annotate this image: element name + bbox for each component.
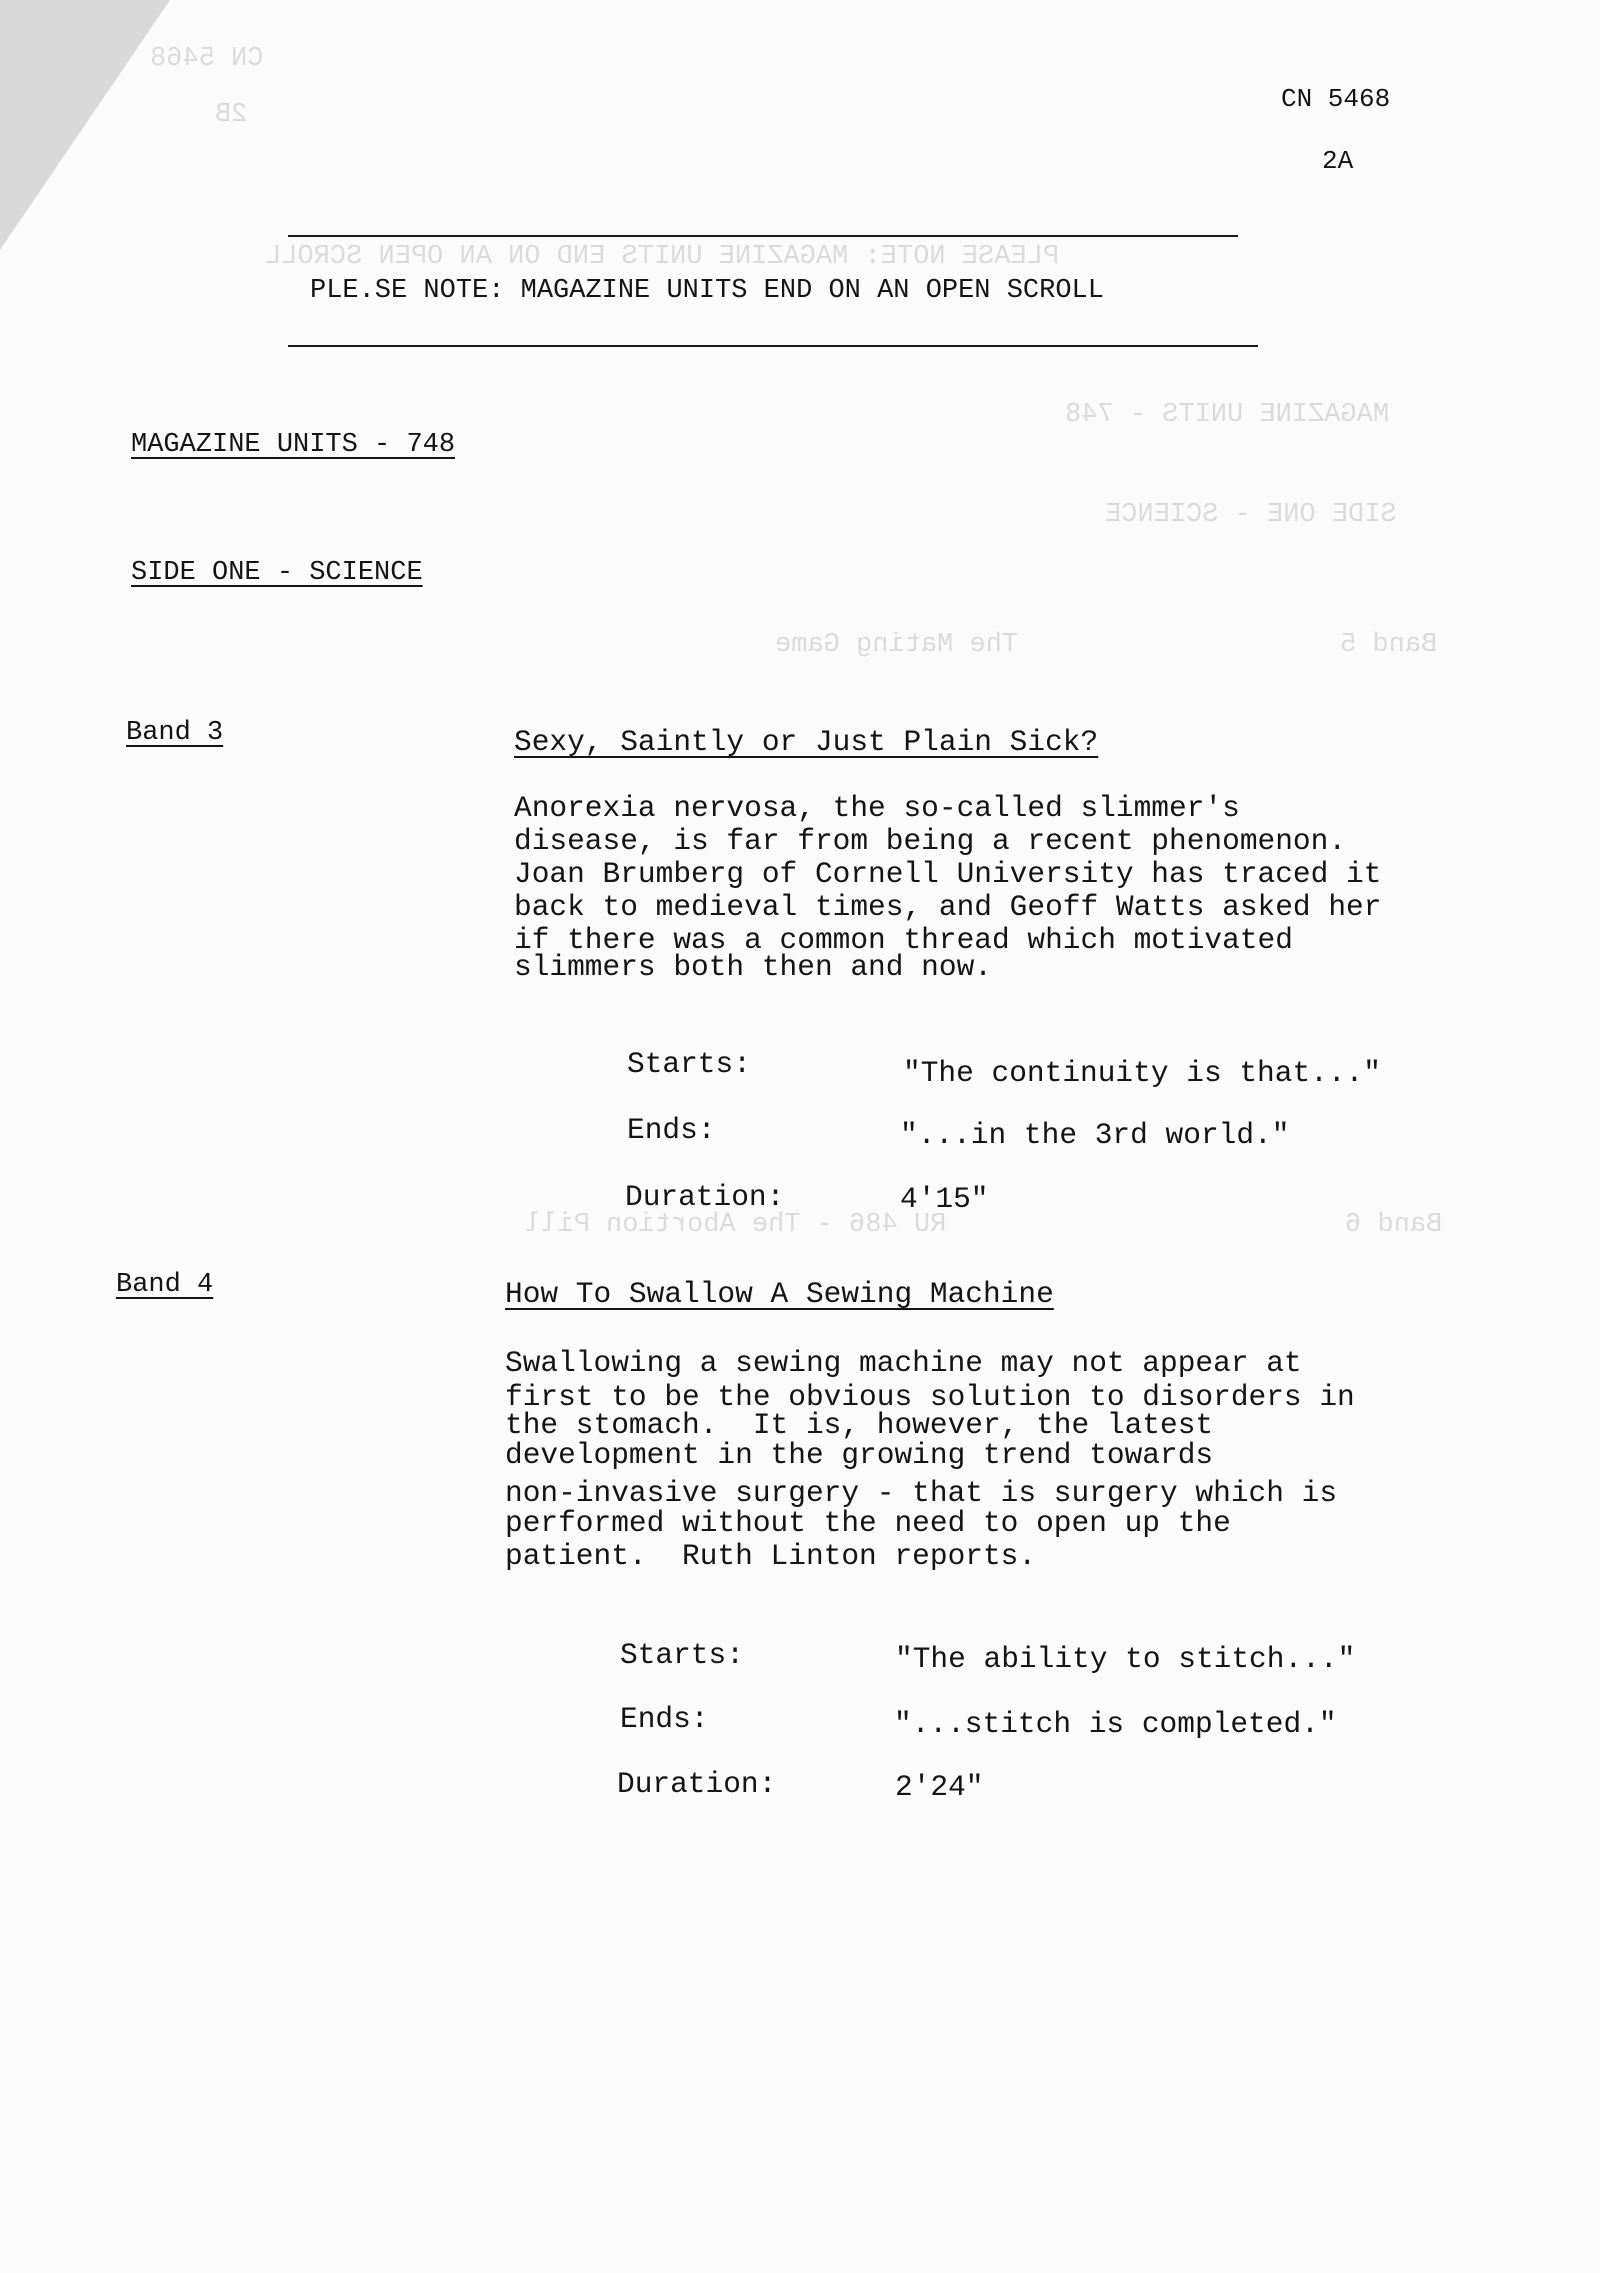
band-4-ends-label: Ends: bbox=[620, 1702, 709, 1736]
side-title: SIDE ONE - SCIENCE bbox=[131, 558, 423, 588]
band-3-duration-label: Duration: bbox=[625, 1180, 785, 1214]
band-4-starts-label: Starts: bbox=[620, 1638, 744, 1672]
units-title: MAGAZINE UNITS - 748 bbox=[131, 430, 456, 460]
band-4-desc-line-5: non-invasive surgery - that is surgery which is bbox=[505, 1476, 1338, 1510]
band-4-desc-line-2: first to be the obvious solution to disorders in bbox=[505, 1380, 1355, 1414]
show-through-side-title: SIDE ONE - SCIENCE bbox=[1105, 500, 1397, 530]
notice-rule-top bbox=[288, 235, 1238, 237]
band-3-title: Sexy, Saintly or Just Plain Sick? bbox=[514, 725, 1099, 759]
band-4-duration-label: Duration: bbox=[617, 1767, 777, 1801]
band-3-desc-line-4: back to medieval times, and Geoff Watts asked her bbox=[514, 890, 1382, 924]
folded-corner bbox=[0, 0, 170, 250]
band-4-starts-value: "The ability to stitch..." bbox=[895, 1642, 1356, 1676]
band-4-label: Band 4 bbox=[116, 1270, 214, 1300]
band-3-desc-line-6: slimmers both then and now. bbox=[514, 950, 992, 984]
band-3-ends-value: "...in the 3rd world." bbox=[900, 1118, 1290, 1152]
show-through-notice: PLEASE NOTE: MAGAZINE UNITS END ON AN OPEN SCROLL bbox=[265, 242, 1059, 272]
band-4-desc-line-6: performed without the need to open up the bbox=[505, 1506, 1231, 1540]
band-4-ends-value: "...stitch is completed." bbox=[894, 1707, 1337, 1741]
band-3-desc-line-1: Anorexia nervosa, the so-called slimmer's bbox=[514, 791, 1240, 825]
page-number: 2A bbox=[1322, 146, 1354, 176]
catalog-number: CN 5468 bbox=[1281, 84, 1391, 114]
band-3-starts-value: "The continuity is that..." bbox=[903, 1056, 1381, 1090]
show-through-band5-title: The Mating Game bbox=[775, 630, 1019, 660]
band-4-duration-value: 2'24" bbox=[895, 1770, 984, 1804]
notice-rule-bottom bbox=[288, 345, 1258, 347]
band-3-ends-label: Ends: bbox=[627, 1113, 716, 1147]
band-4-desc-line-3: the stomach. It is, however, the latest bbox=[505, 1408, 1214, 1442]
band-4-title: How To Swallow A Sewing Machine bbox=[505, 1277, 1054, 1311]
band-3-label: Band 3 bbox=[126, 718, 224, 748]
show-through-units-title: MAGAZINE UNITS - 748 bbox=[1065, 400, 1390, 430]
show-through-band5: Band 5 bbox=[1340, 630, 1438, 660]
notice-text: PLE.SE NOTE: MAGAZINE UNITS END ON AN OPEN SCROLL bbox=[310, 276, 1104, 306]
band-4-desc-line-1: Swallowing a sewing machine may not appear at bbox=[505, 1346, 1302, 1380]
band-4-desc-line-4: development in the growing trend towards bbox=[505, 1438, 1214, 1472]
band-3-desc-line-2: disease, is far from being a recent phenomenon. bbox=[514, 824, 1347, 858]
show-through-band6-title: RU 486 - The Abortion Pill bbox=[525, 1210, 947, 1240]
band-3-desc-line-5: if there was a common thread which motivated bbox=[514, 923, 1293, 957]
show-through-catalog: CN 5468 bbox=[150, 44, 264, 74]
band-3-starts-label: Starts: bbox=[627, 1047, 751, 1081]
band-3-duration-value: 4'15" bbox=[900, 1182, 989, 1216]
band-3-desc-line-3: Joan Brumberg of Cornell University has traced it bbox=[514, 857, 1382, 891]
band-4-desc-line-7: patient. Ruth Linton reports. bbox=[505, 1539, 1037, 1573]
show-through-band6: Band 6 bbox=[1345, 1210, 1443, 1240]
show-through-page: 2B bbox=[215, 100, 248, 130]
